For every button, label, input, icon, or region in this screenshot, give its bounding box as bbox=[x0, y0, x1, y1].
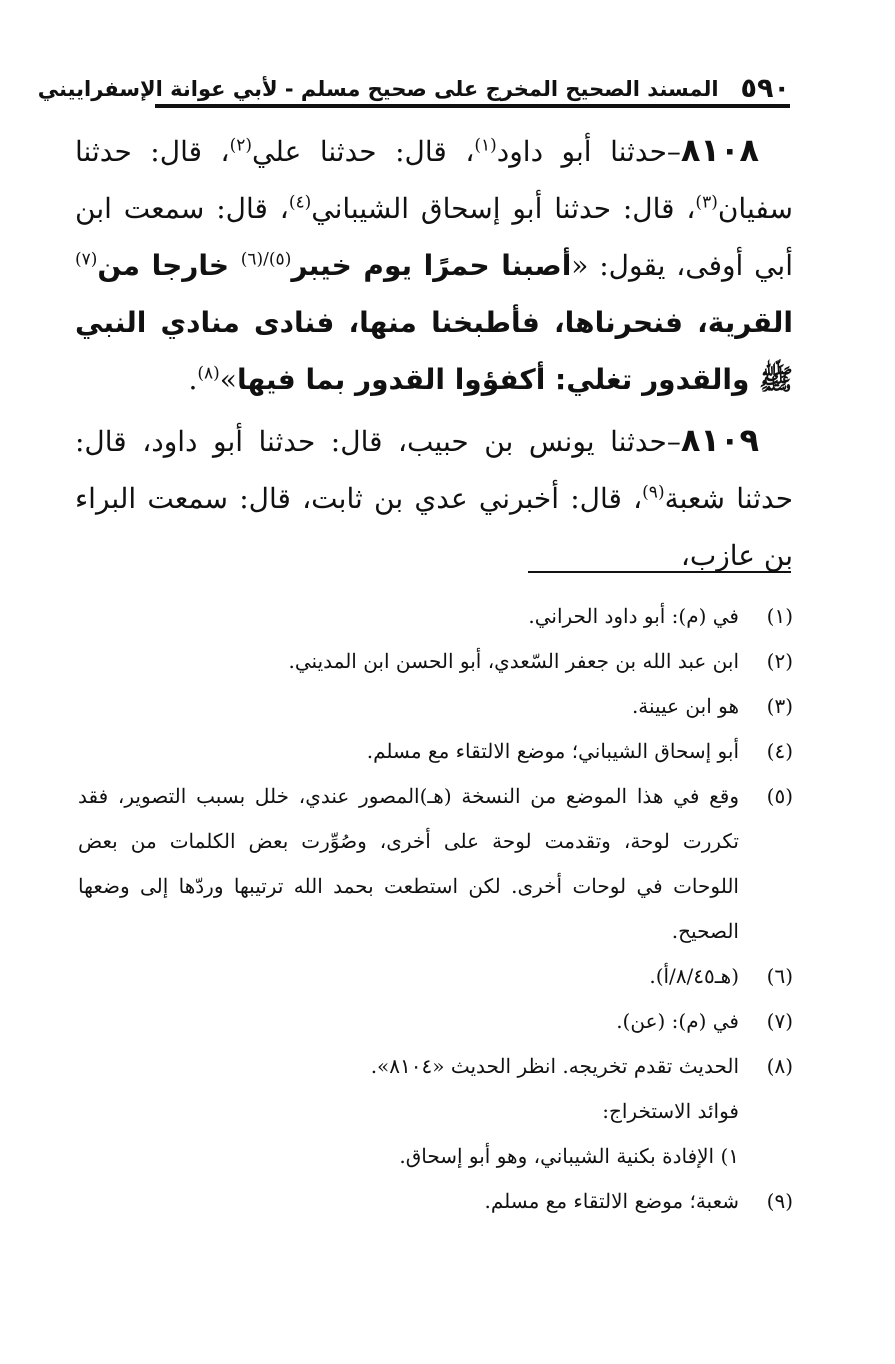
isnad-text: –حدثنا يونس بن حبيب، قال: حدثنا أبو داود، قال: حدثنا شعبة bbox=[75, 425, 794, 515]
footnote-ref: (٤) bbox=[288, 192, 312, 213]
footnote-text: في (م): (عن). bbox=[616, 1009, 739, 1033]
matn-text: أصبنا حمرًا يوم خيبر bbox=[291, 249, 572, 282]
isnad-text: ، قال: حدثنا سفيان bbox=[75, 135, 794, 225]
footnote-ref: (٥) bbox=[268, 249, 292, 270]
footnote-number: (٥) bbox=[766, 784, 793, 808]
footnote-number: (٤) bbox=[766, 739, 793, 763]
footnote-text: هو ابن عيينة. bbox=[631, 694, 739, 718]
footnote-ref: (٨) bbox=[197, 363, 220, 384]
footnote-separator bbox=[528, 571, 791, 573]
footnote-ref: (٧) bbox=[75, 249, 98, 270]
isnad-text: ، قال: حدثنا أبو إسحاق الشيباني bbox=[311, 192, 696, 225]
footnotes bbox=[78, 594, 793, 1224]
footnote-text: شعبة؛ موضع الالتقاء مع مسلم. bbox=[484, 1189, 739, 1213]
footnote-number: (٨) bbox=[766, 1054, 793, 1078]
footnote bbox=[78, 999, 793, 1044]
hadith-8108 bbox=[75, 122, 793, 408]
page-marker-slash: / bbox=[263, 249, 269, 270]
footnote-text: وقع في هذا الموضع من النسخة (هـ)المصور عندي، خلل بسبب التصوير، فقد تكررت لوحة، وتقدمت لوحة على أخرى، وصُوِّرت بعض الكلمات من بعض اللوحات في لوحات أخرى. لكن استطعت بحمد الله ترتيبها وردّها إلى وضعها الصحيح. bbox=[78, 784, 739, 943]
footnote-number: (٦) bbox=[766, 964, 793, 988]
footnote bbox=[78, 594, 793, 639]
page-number: ٥٩٠ bbox=[740, 73, 790, 104]
hadith-number: ٨١٠٩ bbox=[680, 421, 759, 459]
isnad-text: ، قال: حدثنا علي bbox=[251, 135, 475, 168]
footnote-ref: (٣) bbox=[695, 192, 718, 213]
footnote-number: (٩) bbox=[766, 1189, 793, 1213]
footnote-ref: (٩) bbox=[642, 482, 665, 503]
footnote-text: (هـ٨/٤٥/أ). bbox=[649, 964, 739, 988]
footnote-ref: (١) bbox=[474, 135, 497, 156]
isnad-text: ، قال: سمعت ابن أبي أوفى، يقول: « bbox=[75, 192, 793, 282]
footnote bbox=[78, 1179, 793, 1224]
running-header bbox=[37, 68, 790, 104]
fawaid-heading: فوائد الاستخراج: bbox=[602, 1099, 739, 1123]
footnote-number: (٧) bbox=[766, 1009, 793, 1033]
matn-text: خارجا من bbox=[97, 249, 241, 282]
hadith-8109 bbox=[75, 412, 793, 584]
footnote-text: أبو إسحاق الشيباني؛ موضع الالتقاء مع مسلم. bbox=[366, 739, 739, 763]
footnote bbox=[78, 684, 793, 729]
footnote-number: (٣) bbox=[766, 694, 793, 718]
footnote-text: في (م): أبو داود الحراني. bbox=[528, 604, 739, 628]
footnote-ref: (٦) bbox=[240, 249, 264, 270]
matn-text: القرية، فنحرناها، فأطبخنا منها، فنادى منادي النبي ﷺ والقدور تغلي: أكفؤوا القدور بما فيها bbox=[75, 306, 793, 396]
period: . bbox=[188, 363, 198, 396]
fawaid-item: ١) الإفادة بكنية الشيباني، وهو أبو إسحاق. bbox=[399, 1144, 739, 1168]
footnote-text: ابن عبد الله بن جعفر السّعدي، أبو الحسن ابن المديني. bbox=[288, 649, 739, 673]
running-title: المسند الصحيح المخرج على صحيح مسلم - لأبي عوانة الإسفراييني bbox=[37, 77, 719, 101]
main-text bbox=[75, 122, 793, 588]
isnad-text: ، قال: أخبرني عدي بن ثابت، قال: سمعت البراء بن عازب، bbox=[75, 482, 793, 572]
footnote-number: (١) bbox=[766, 604, 793, 628]
footnote bbox=[78, 1044, 793, 1089]
hadith-number: ٨١٠٨ bbox=[680, 131, 760, 169]
footnote bbox=[78, 954, 793, 999]
footnote-number: (٢) bbox=[766, 649, 793, 673]
footnote-ref: (٢) bbox=[229, 135, 252, 156]
footnote bbox=[78, 639, 793, 684]
footnote bbox=[78, 774, 793, 954]
close-quote: » bbox=[219, 363, 237, 396]
isnad-text: –حدثنا أبو داود bbox=[496, 135, 681, 168]
footnote bbox=[78, 729, 793, 774]
header-rule bbox=[155, 104, 790, 108]
footnote-text: الحديث تقدم تخريجه. انظر الحديث «٨١٠٤». bbox=[370, 1054, 739, 1078]
